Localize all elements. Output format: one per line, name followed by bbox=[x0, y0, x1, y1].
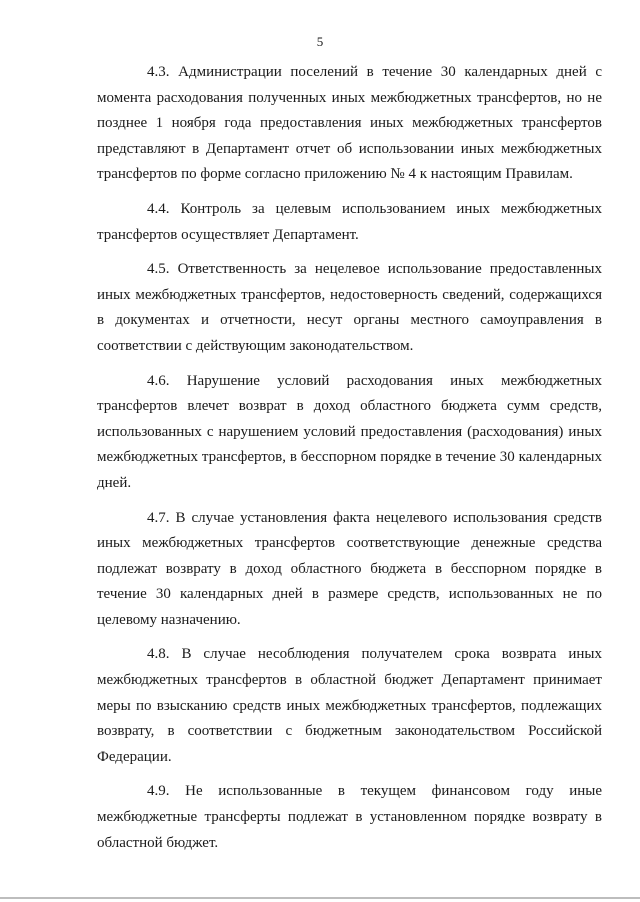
paragraph-4-5: 4.5. Ответственность за нецелевое использование предоставленных иных межбюджетных трансфертов, недостоверность сведений, содержащихся в документах и отчетности, несут органы местного самоуправления в соответствии с действующим законодательством. bbox=[97, 261, 602, 354]
paragraph-4-6: 4.6. Нарушение условий расходования иных межбюджетных трансфертов влечет возврат в доход областного бюджета сумм средств, использованных с нарушением условий предоставления (расходования) иных межбюджетных трансфертов, в бесспорном порядке в течение 30 календарных дней. bbox=[97, 372, 602, 491]
page-bottom-edge bbox=[0, 897, 640, 899]
paragraph-4-8: 4.8. В случае несоблюдения получателем срока возврата иных межбюджетных трансфертов в областной бюджет Департамент принимает меры по взысканию средств иных межбюджетных трансфертов, подлежащих возврату, в соответствии с бюджетным законодательством Российской Федерации. bbox=[97, 646, 602, 765]
paragraph-4-3: 4.3. Администрации поселений в течение 30 календарных дней с момента расходования полученных иных межбюджетных трансфертов, но не позднее 1 ноября года предоставления иных межбюджетных трансфертов представляют в Департамент отчет об использовании иных межбюджетных трансфертов по форме согласно приложению № 4 к настоящим Правилам. bbox=[97, 64, 602, 183]
paragraph-4-7: 4.7. В случае установления факта нецелевого использования средств иных межбюджетных трансфертов соответствующие денежные средства подлежат возврату в доход областного бюджета в бесспорном порядке в течение 30 календарных дней в размере средств, использованных не по целевому назначению. bbox=[97, 509, 602, 628]
paragraph-4-4: 4.4. Контроль за целевым использованием иных межбюджетных трансфертов осуществляет Департамент. bbox=[97, 200, 602, 243]
page-number: 5 bbox=[316, 34, 324, 49]
document-body bbox=[97, 60, 602, 865]
paragraph-4-9: 4.9. Не использованные в текущем финансовом году иные межбюджетные трансферты подлежат в установленном порядке возврату в областной бюджет. bbox=[97, 783, 602, 851]
